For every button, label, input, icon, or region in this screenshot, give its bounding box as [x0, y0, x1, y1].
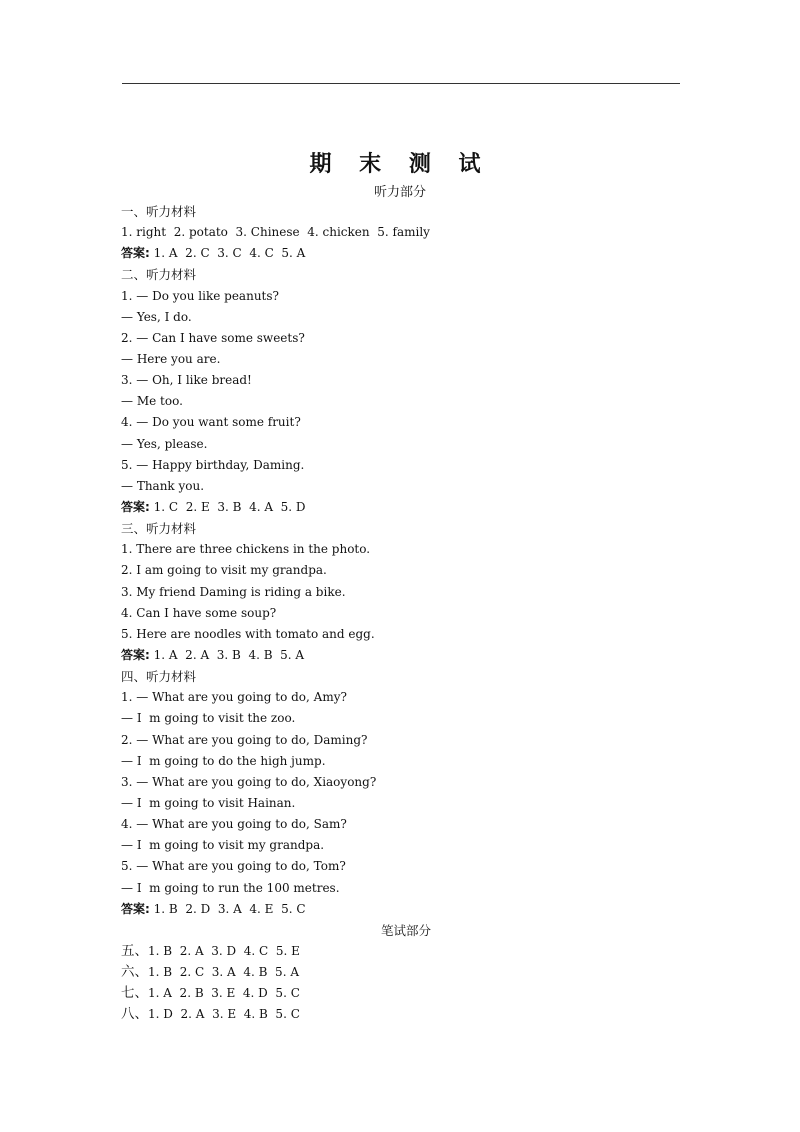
section-2-line: 5. — Happy birthday, Daming. — [121, 457, 305, 472]
section-1-heading: 一、听力材料 — [121, 204, 197, 219]
written-answer-row — [121, 1004, 681, 1025]
section-1-answer — [121, 243, 681, 264]
question-label: 八、 — [121, 1006, 148, 1023]
section-4-line: — I m going to visit my grandpa. — [121, 838, 325, 853]
section-3-line: 5. Here are noodles with tomato and egg. — [121, 626, 375, 641]
section-4-answer — [121, 899, 681, 920]
written-answer-row — [121, 941, 681, 962]
section-4-line: — I m going to run the 100 metres. — [121, 880, 340, 895]
question-label: 七、 — [121, 985, 148, 1002]
answer-value: 1. A 2. B 3. E 4. D 5. C — [148, 986, 300, 1001]
header-rule — [122, 83, 680, 84]
written-answer-row — [121, 962, 681, 983]
section-4-heading: 四、听力材料 — [121, 669, 197, 685]
written-answer-row — [121, 983, 681, 1004]
section-2-heading: 二、听力材料 — [121, 267, 197, 283]
section-2-line: 4. — Do you want some fruit? — [121, 415, 301, 430]
answer-value: 1. D 2. A 3. E 4. B 5. C — [148, 1007, 300, 1022]
section-3-line: 4. Can I have some soup? — [121, 605, 277, 620]
answer-value: 1. B 2. A 3. D 4. C 5. E — [148, 943, 300, 958]
section-2-line: — Yes, I do. — [121, 309, 192, 324]
section-2-line: 1. — Do you like peanuts? — [121, 288, 279, 303]
section-4-line: 5. — What are you going to do, Tom? — [121, 859, 346, 874]
page-title: 期 末 测 试 — [309, 152, 491, 177]
section-2-line: 3. — Oh, I like bread! — [121, 373, 252, 388]
section-2-line: — Me too. — [121, 394, 183, 409]
answer-label: 答案: — [121, 499, 150, 514]
section-3-line: 2. I am going to visit my grandpa. — [121, 563, 327, 578]
section-2-line: 2. — Can I have some sweets? — [121, 330, 305, 345]
section-2-answer — [121, 497, 681, 518]
section-4-line: — I m going to do the high jump. — [121, 753, 326, 768]
listening-heading: 听力部分 — [373, 185, 426, 200]
section-1-line: 1. right 2. potato 3. Chinese 4. chicken 5. family — [121, 225, 430, 240]
question-label: 五、 — [121, 942, 148, 959]
section-2-line: — Thank you. — [121, 478, 205, 493]
answer-label: 答案: — [121, 901, 150, 916]
section-3-answer — [121, 645, 681, 666]
section-4-line: — I m going to visit Hainan. — [121, 795, 296, 810]
question-label: 六、 — [121, 964, 148, 981]
section-4-line: — I m going to visit the zoo. — [121, 711, 296, 726]
section-4-line: 4. — What are you going to do, Sam? — [121, 817, 347, 832]
answer-label: 答案: — [121, 246, 150, 261]
section-2-line: — Yes, please. — [121, 436, 208, 451]
writing-heading: 笔试部分 — [380, 922, 431, 938]
section-3-line: 3. My friend Daming is riding a bike. — [121, 584, 346, 599]
answer-value: 1. B 2. C 3. A 4. B 5. A — [148, 965, 299, 980]
section-3-heading: 三、听力材料 — [121, 521, 197, 537]
document-body — [121, 201, 681, 1025]
section-2-line: — Here you are. — [121, 351, 221, 366]
section-3-line: 1. There are three chickens in the photo. — [121, 542, 371, 557]
answer-value: 1. B 2. D 3. A 4. E 5. C — [149, 901, 306, 916]
answer-label: 答案: — [121, 647, 150, 662]
section-4-line: 2. — What are you going to do, Daming? — [121, 732, 368, 747]
answer-value: 1. A 2. C 3. C 4. C 5. A — [149, 246, 306, 261]
section-4-line: 3. — What are you going to do, Xiaoyong? — [121, 774, 377, 789]
section-4-line: 1. — What are you going to do, Amy? — [121, 690, 347, 705]
answer-value: 1. C 2. E 3. B 4. A 5. D — [149, 499, 306, 514]
answer-value: 1. A 2. A 3. B 4. B 5. A — [149, 647, 305, 662]
